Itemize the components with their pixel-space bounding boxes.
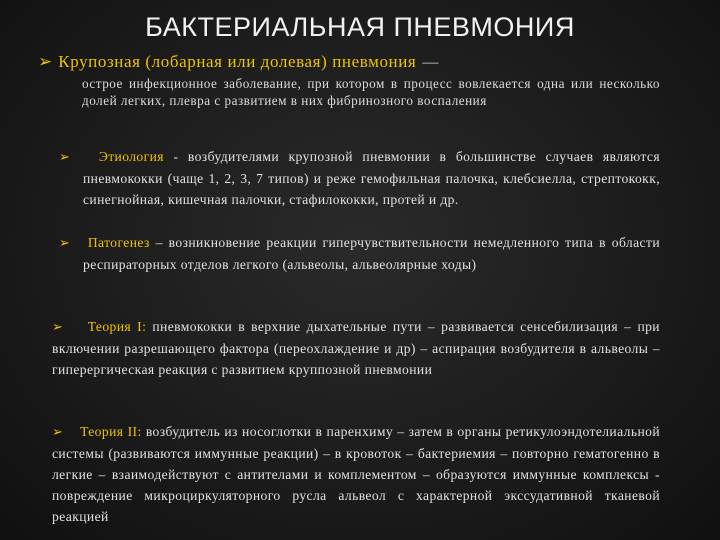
heading-row: [38, 52, 668, 72]
arrow-bullet-icon: ➢: [52, 320, 64, 335]
bullet-theory-1: [52, 316, 660, 380]
arrow-bullet-icon: ➢: [59, 236, 71, 251]
bullet-term: Патогенез: [87, 235, 150, 250]
arrow-bullet-icon: ➢: [38, 52, 53, 72]
bullet-text: – возникновение реакции гиперчувствительности немедленного типа в области респираторных отделов легкого (альвеолы, альвеолярные ходы): [83, 235, 660, 272]
bullet-term: Теория I:: [87, 319, 147, 334]
bullet-pathogenesis: [59, 232, 660, 275]
bullet-term: Теория II:: [80, 424, 142, 439]
bullet-text: возбудитель из носоглотки в паренхиму – затем в органы ретикулоэндотелиальной системы (развиваются иммунные реакции) – в кровоток – бактериемия – повторно гематогенно в легкие – взаимодействуют с антителами и комплементом – образуются иммунные комплексы - повреждение микроциркуляторного русла альвеол с характерной экссудативной тканевой реакцией: [52, 424, 660, 524]
heading-dash: —: [422, 54, 439, 71]
definition-text: острое инфекционное заболевание, при котором в процесс вовлекается одна или несколько долей легких, плевра с развитием в них фибринозного воспаления: [82, 76, 660, 108]
bullet-theory-2: [52, 421, 660, 527]
slide-title: БАКТЕРИАЛЬНАЯ ПНЕВМОНИЯ: [145, 12, 575, 42]
arrow-bullet-icon: ➢: [59, 150, 71, 165]
bullet-text: - возбудителями крупозной пневмонии в большинстве случаев являются пневмококки (чаще 1, 2, 3, 7 типов) и реже гемофильная палочка, клебсиелла, стрептококк, синегнойная, кишечная палочки, стафилококки, протей и др.: [83, 149, 660, 207]
arrow-bullet-icon: ➢: [52, 425, 64, 440]
section-heading: Крупозная (лобарная или долевая) пневмония: [58, 52, 417, 71]
bullet-etiology: [59, 146, 660, 210]
bullet-text: пневмококки в верхние дыхательные пути – развивается сенсебилизация – при включении разрешающего фактора (переохлаждение и др) – аспирация возбудителя в альвеолы – гиперергическая реакция с развитием круппозной пневмонии: [52, 319, 660, 377]
bullet-term: Этиология: [98, 149, 164, 164]
